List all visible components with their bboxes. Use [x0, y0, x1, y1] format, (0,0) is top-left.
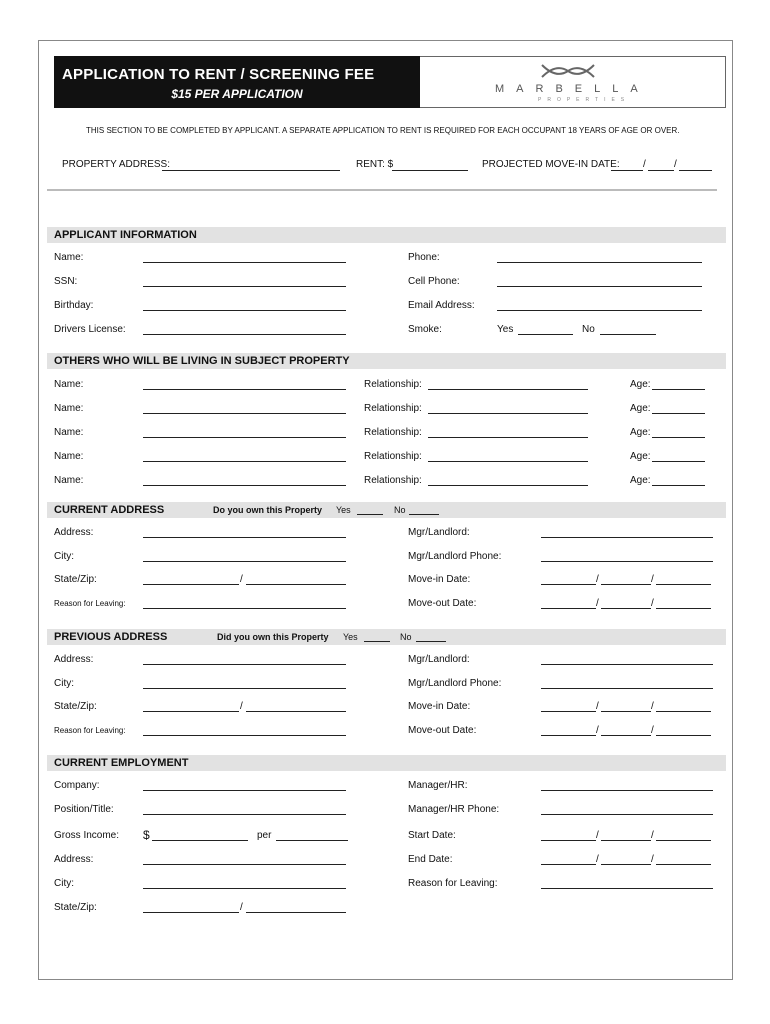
date-sep: / — [651, 854, 654, 865]
date-sep: / — [240, 701, 243, 712]
movein-month-field[interactable] — [611, 170, 643, 171]
marbella-logo-icon — [538, 61, 598, 81]
section-current-address — [47, 502, 726, 518]
section-title: APPLICANT INFORMATION — [54, 229, 197, 241]
title-banner — [54, 56, 420, 108]
end-date-month-field[interactable] — [541, 864, 596, 865]
city-field[interactable] — [143, 561, 346, 562]
occupant-name-field[interactable] — [143, 461, 346, 462]
date-sep: / — [651, 725, 654, 736]
reason-field[interactable] — [143, 608, 346, 609]
form-title: APPLICATION TO RENT / SCREENING FEE — [62, 66, 375, 83]
occupant-name-label: Name: — [54, 379, 84, 390]
reason-label: Reason for Leaving: — [54, 599, 126, 608]
city-label: City: — [54, 878, 74, 889]
move-in-date-month-field[interactable] — [541, 711, 596, 712]
income-field[interactable] — [152, 840, 248, 841]
city-label: City: — [54, 551, 74, 562]
move-out-label: Move-out Date: — [408, 598, 477, 609]
end-date-year-field[interactable] — [656, 864, 711, 865]
address-label: Address: — [54, 854, 94, 865]
move-in-label: Move-in Date: — [408, 574, 471, 585]
address-field[interactable] — [143, 537, 346, 538]
per-label: per — [257, 830, 272, 841]
rent-label: RENT: $ — [356, 159, 394, 170]
cell-label: Cell Phone: — [408, 276, 460, 287]
state-zip-label: State/Zip: — [54, 574, 97, 585]
own-yes-field[interactable] — [364, 641, 390, 642]
move-out-date-day-field[interactable] — [601, 735, 651, 736]
own-question: Do you own this Property — [213, 505, 323, 515]
occupant-age-label: Age: — [630, 403, 651, 414]
occupant-age-label: Age: — [630, 379, 651, 390]
date-sep: / — [643, 159, 646, 170]
move-in-date-year-field[interactable] — [656, 584, 711, 585]
state-field[interactable] — [143, 711, 239, 712]
occupant-relationship-label: Relationship: — [364, 403, 422, 414]
occupant-name-label: Name: — [54, 451, 84, 462]
ssn-label: SSN: — [54, 276, 78, 287]
manager-phone-field[interactable] — [541, 814, 713, 815]
move-out-label: Move-out Date: — [408, 725, 477, 736]
own-no-label: No — [394, 505, 406, 515]
occupant-relationship-label: Relationship: — [364, 379, 422, 390]
occupant-name-label: Name: — [54, 427, 84, 438]
occupant-name-field[interactable] — [143, 413, 346, 414]
section-title: OTHERS WHO WILL BE LIVING IN SUBJECT PROPERTY — [54, 355, 350, 367]
reason-field[interactable] — [541, 888, 713, 889]
city-label: City: — [54, 678, 74, 689]
own-question: Did you own this Property — [217, 632, 329, 642]
mgr-phone-field[interactable] — [541, 688, 713, 689]
mgr-field[interactable] — [541, 537, 713, 538]
state-field[interactable] — [143, 584, 239, 585]
own-yes-label: Yes — [343, 632, 358, 642]
license-field[interactable] — [143, 334, 346, 335]
start-date-year-field[interactable] — [656, 840, 711, 841]
property-address-label: PROPERTY ADDRESS: — [62, 159, 170, 170]
occupant-age-label: Age: — [630, 451, 651, 462]
zip-field[interactable] — [246, 584, 346, 585]
move-in-date-month-field[interactable] — [541, 584, 596, 585]
mgr-phone-label: Mgr/Landlord Phone: — [408, 678, 502, 689]
smoke-no-field[interactable] — [600, 334, 656, 335]
position-label: Position/Title: — [54, 804, 114, 815]
brand-logo — [420, 56, 726, 108]
occupant-relationship-label: Relationship: — [364, 427, 422, 438]
birthday-field[interactable] — [143, 310, 346, 311]
date-sep: / — [596, 574, 599, 585]
email-field[interactable] — [497, 310, 702, 311]
zip-field[interactable] — [246, 711, 346, 712]
occupant-name-field[interactable] — [143, 485, 346, 486]
name-label: Name: — [54, 252, 84, 263]
date-sep: / — [674, 159, 677, 170]
income-period-field[interactable] — [276, 840, 348, 841]
mgr-label: Mgr/Landlord: — [408, 654, 470, 665]
occupant-name-label: Name: — [54, 475, 84, 486]
occupant-name-label: Name: — [54, 403, 84, 414]
section-employment — [47, 755, 726, 771]
date-sep: / — [596, 725, 599, 736]
state-field[interactable] — [143, 912, 239, 913]
occupant-relationship-field[interactable] — [428, 437, 588, 438]
end-date-day-field[interactable] — [601, 864, 651, 865]
move-in-date-year-field[interactable] — [656, 711, 711, 712]
own-no-field[interactable] — [409, 514, 439, 515]
name-field[interactable] — [143, 262, 346, 263]
occupant-relationship-label: Relationship: — [364, 451, 422, 462]
occupant-relationship-field[interactable] — [428, 485, 588, 486]
occupant-name-field[interactable] — [143, 437, 346, 438]
occupant-age-field[interactable] — [652, 437, 705, 438]
manager-phone-label: Manager/HR Phone: — [408, 804, 500, 815]
occupant-age-field[interactable] — [652, 389, 705, 390]
date-sep: / — [596, 598, 599, 609]
birthday-label: Birthday: — [54, 300, 94, 311]
occupant-age-label: Age: — [630, 427, 651, 438]
move-out-date-month-field[interactable] — [541, 608, 596, 609]
state-zip-label: State/Zip: — [54, 701, 97, 712]
phone-field[interactable] — [497, 262, 702, 263]
own-yes-field[interactable] — [357, 514, 383, 515]
move-in-date-day-field[interactable] — [601, 711, 651, 712]
brand-name: MARBELLA — [495, 83, 650, 95]
occupant-age-field[interactable] — [652, 485, 705, 486]
city-field[interactable] — [143, 688, 346, 689]
movein-day-field[interactable] — [648, 170, 674, 171]
mgr-phone-field[interactable] — [541, 561, 713, 562]
date-sep: / — [596, 701, 599, 712]
section-previous-address — [47, 629, 726, 645]
company-field[interactable] — [143, 790, 346, 791]
movein-year-field[interactable] — [679, 170, 712, 171]
rent-field[interactable] — [392, 170, 468, 171]
company-label: Company: — [54, 780, 100, 791]
start-date-month-field[interactable] — [541, 840, 596, 841]
reason-field[interactable] — [143, 735, 346, 736]
occupant-relationship-label: Relationship: — [364, 475, 422, 486]
date-sep: / — [651, 830, 654, 841]
move-out-date-year-field[interactable] — [656, 608, 711, 609]
position-field[interactable] — [143, 814, 346, 815]
start-date-label: Start Date: — [408, 830, 456, 841]
manager-field[interactable] — [541, 790, 713, 791]
fee-label: $15 PER APPLICATION — [171, 87, 303, 101]
cell-field[interactable] — [497, 286, 702, 287]
property-address-field[interactable] — [162, 170, 340, 171]
license-label: Drivers License: — [54, 324, 126, 335]
email-label: Email Address: — [408, 300, 475, 311]
occupant-relationship-field[interactable] — [428, 461, 588, 462]
dollar-sign: $ — [143, 828, 150, 842]
date-sep: / — [596, 830, 599, 841]
intro-text: THIS SECTION TO BE COMPLETED BY APPLICANT. A SEPARATE APPLICATION TO RENT IS REQUIRED FOR EACH OCCUPANT 18 YEARS OF AGE OR OVER. — [86, 126, 680, 135]
address-label: Address: — [54, 654, 94, 665]
date-sep: / — [596, 854, 599, 865]
zip-field[interactable] — [246, 912, 346, 913]
own-no-label: No — [400, 632, 412, 642]
own-yes-label: Yes — [336, 505, 351, 515]
city-field[interactable] — [143, 888, 346, 889]
section-title: PREVIOUS ADDRESS — [54, 631, 168, 643]
occupant-name-field[interactable] — [143, 389, 346, 390]
reason-label: Reason for Leaving: — [408, 878, 498, 889]
section-applicant — [47, 227, 726, 243]
smoke-yes-field[interactable] — [518, 334, 573, 335]
section-others — [47, 353, 726, 369]
occupant-age-field[interactable] — [652, 413, 705, 414]
move-out-date-month-field[interactable] — [541, 735, 596, 736]
section-title: CURRENT EMPLOYMENT — [54, 757, 189, 769]
date-sep: / — [240, 574, 243, 585]
section-title: CURRENT ADDRESS — [54, 504, 165, 516]
state-zip-label: State/Zip: — [54, 902, 97, 913]
start-date-day-field[interactable] — [601, 840, 651, 841]
smoke-yes-label: Yes — [497, 324, 514, 335]
occupant-relationship-field[interactable] — [428, 389, 588, 390]
smoke-label: Smoke: — [408, 324, 442, 335]
mgr-label: Mgr/Landlord: — [408, 527, 470, 538]
movein-label: PROJECTED MOVE-IN DATE: — [482, 159, 620, 170]
move-in-label: Move-in Date: — [408, 701, 471, 712]
occupant-age-field[interactable] — [652, 461, 705, 462]
move-in-date-day-field[interactable] — [601, 584, 651, 585]
date-sep: / — [651, 701, 654, 712]
divider — [47, 189, 717, 191]
occupant-relationship-field[interactable] — [428, 413, 588, 414]
mgr-phone-label: Mgr/Landlord Phone: — [408, 551, 502, 562]
manager-label: Manager/HR: — [408, 780, 468, 791]
income-label: Gross Income: — [54, 830, 120, 841]
address-field[interactable] — [143, 864, 346, 865]
date-sep: / — [651, 574, 654, 585]
end-date-label: End Date: — [408, 854, 453, 865]
reason-label: Reason for Leaving: — [54, 726, 126, 735]
address-label: Address: — [54, 527, 94, 538]
brand-subtitle: PROPERTIES — [538, 97, 631, 103]
own-no-field[interactable] — [416, 641, 446, 642]
date-sep: / — [651, 598, 654, 609]
move-out-date-day-field[interactable] — [601, 608, 651, 609]
move-out-date-year-field[interactable] — [656, 735, 711, 736]
mgr-field[interactable] — [541, 664, 713, 665]
date-sep: / — [240, 902, 243, 913]
smoke-no-label: No — [582, 324, 595, 335]
occupant-age-label: Age: — [630, 475, 651, 486]
address-field[interactable] — [143, 664, 346, 665]
ssn-field[interactable] — [143, 286, 346, 287]
phone-label: Phone: — [408, 252, 440, 263]
